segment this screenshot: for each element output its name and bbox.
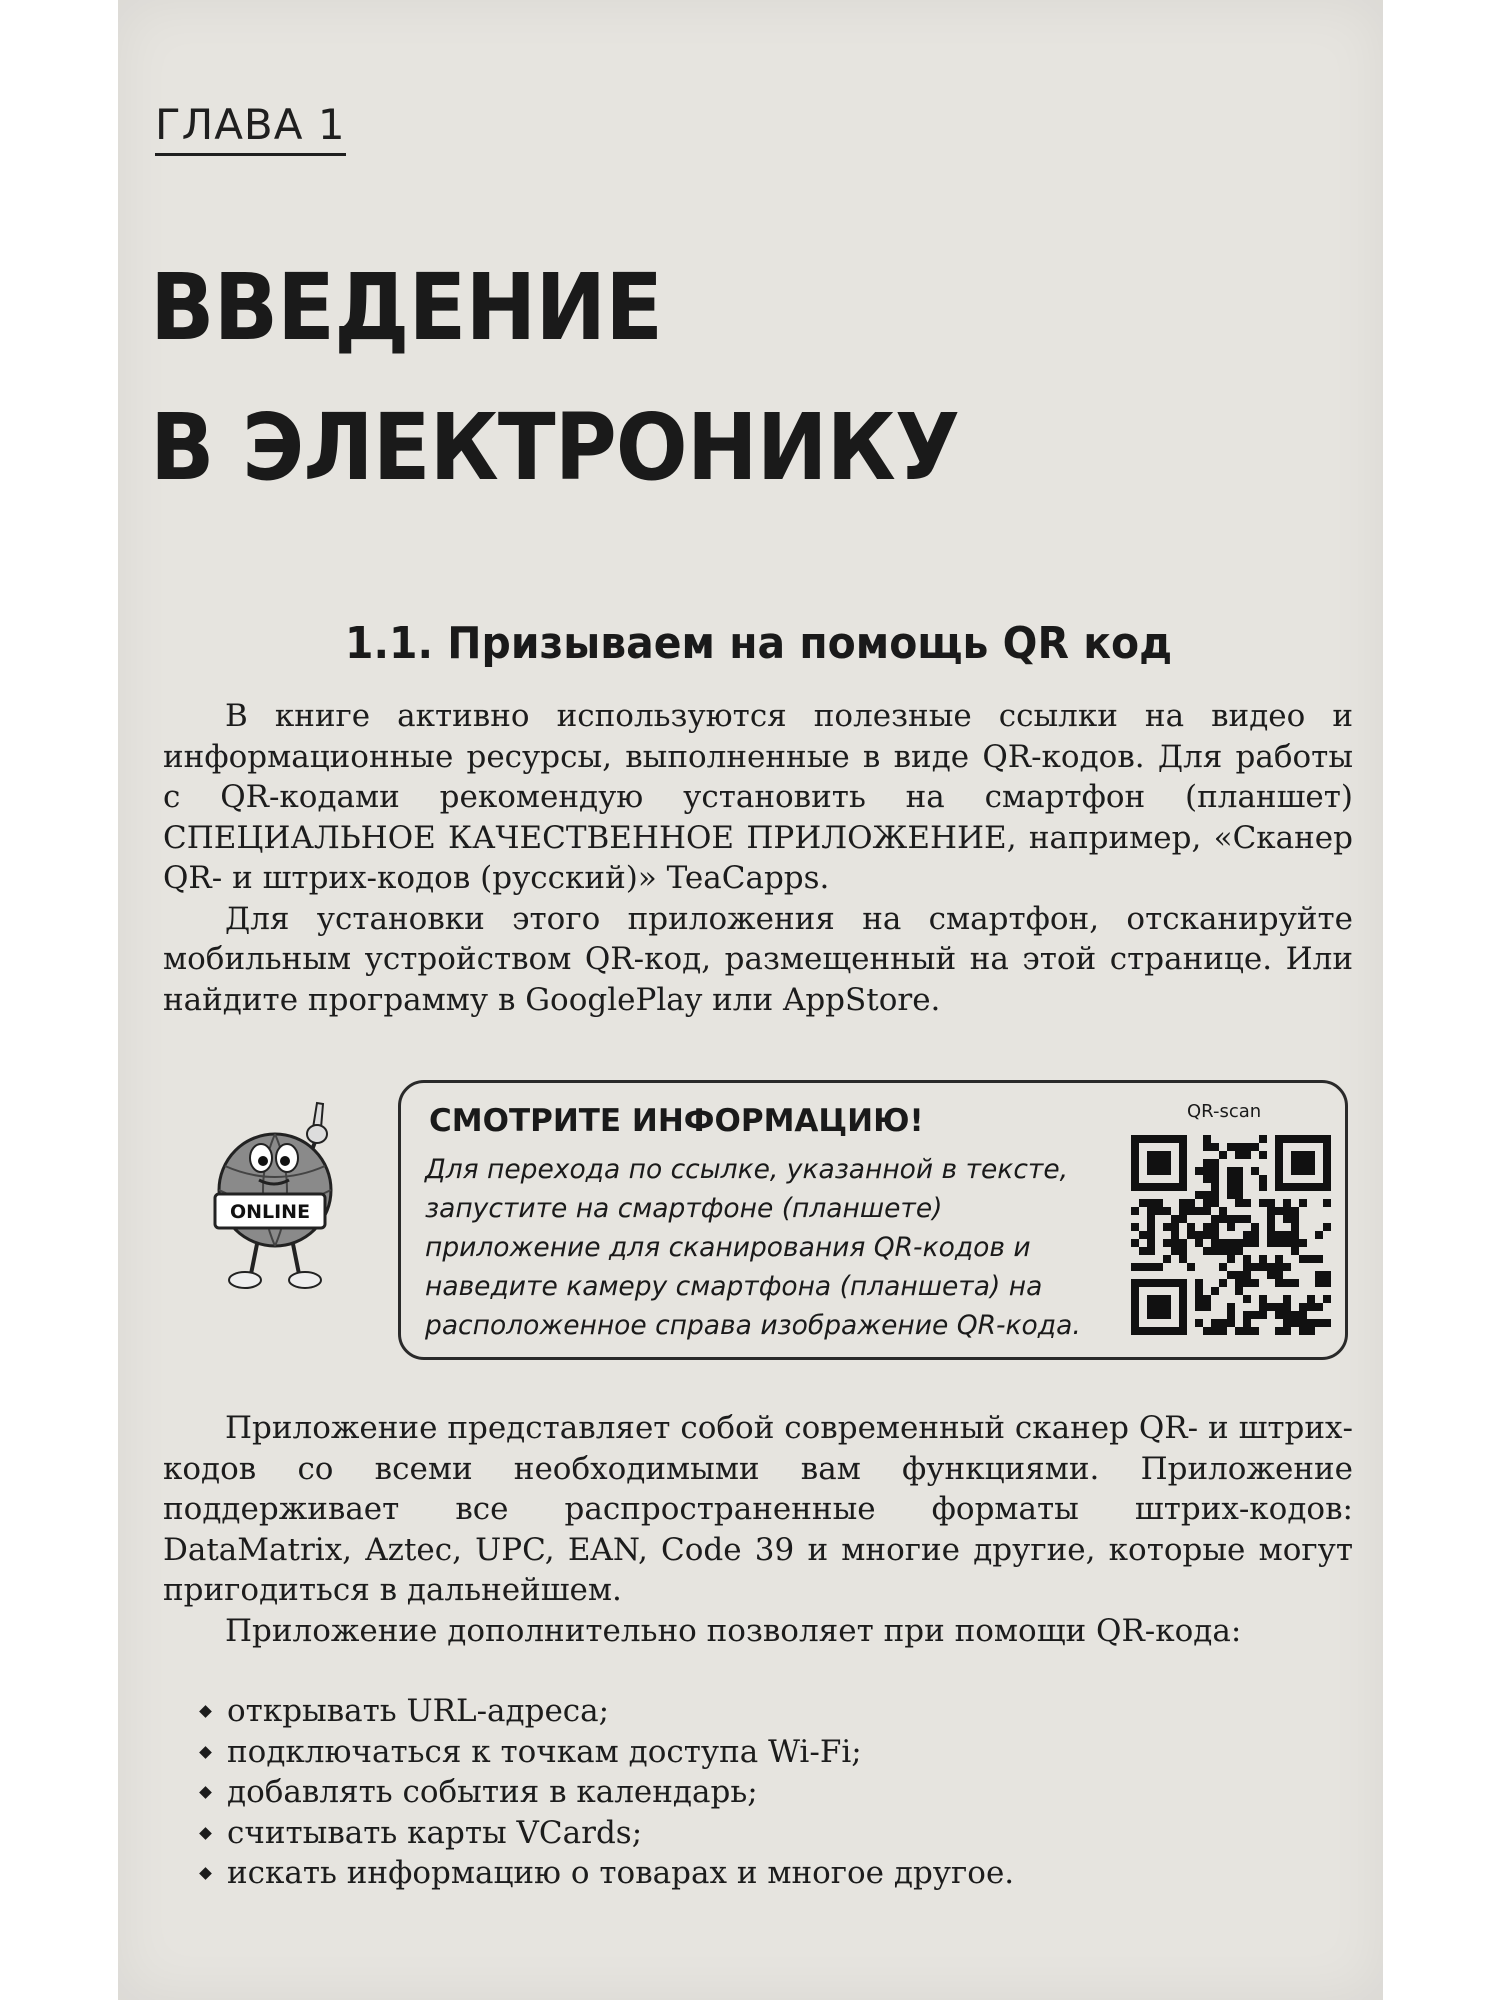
info-box [398, 1080, 1348, 1360]
chapter-title-line-1: ВВЕДЕНИЕ [150, 254, 663, 361]
chapter-title [150, 238, 959, 518]
chapter-label: ГЛАВА 1 [155, 100, 346, 156]
list-item: подключаться к точкам доступа Wi-Fi; [195, 1732, 1345, 1773]
list-item: открывать URL-адреса; [195, 1691, 1345, 1732]
list-item: искать информацию о товарах и многое другое. [195, 1853, 1345, 1894]
qr-code-icon [1131, 1135, 1331, 1335]
info-box-text: Для перехода по ссылке, указанной в тексте, запустите на смартфоне (планшете) приложение для сканирования QR-кодов и наведите камеру смартфона (планшета) на расположенное справа изображение QR-кода. [425, 1154, 1081, 1341]
list-item: считывать карты VCards; [195, 1813, 1345, 1854]
feature-list [195, 1691, 1345, 1894]
intro-paragraph-1: В книге активно используются полезные ссылки на видео и информационные ресурсы, выполненные в виде QR-кодов. Для работы с QR-кодами рекомендую установить на смартфон (планшет) СПЕЦИАЛЬНОЕ КАЧЕСТВЕННОЕ ПРИЛОЖЕНИЕ, например, «Сканер QR- и штрих-кодов (русский)» TeaCapps. [163, 698, 1353, 896]
intro-text [163, 696, 1353, 1020]
list-item: добавлять события в календарь; [195, 1772, 1345, 1813]
info-box-title: СМОТРИТЕ ИНФОРМАЦИЮ! [429, 1103, 924, 1139]
body-paragraph-2: Приложение дополнительно позволяет при помощи QR-кода: [225, 1612, 1242, 1649]
globe-mascot-icon [205, 1098, 345, 1298]
body-paragraph-1: Приложение представляет собой современный сканер QR- и штрих-кодов со всеми необходимыми вам функциями. Приложение поддерживает все распространенные форматы штрих-кодов: DataMatrix, Aztec, UPC, EAN, Code 39 и многие другие, которые могут пригодиться в дальнейшем. [163, 1410, 1353, 1608]
qr-label: QR-scan [1187, 1101, 1262, 1122]
intro-paragraph-2: Для установки этого приложения на смартфон, отсканируйте мобильным устройством QR-код, размещенный на этой странице. Или найдите программу в GooglePlay или AppStore. [163, 900, 1353, 1018]
online-sign-text: ONLINE [229, 1201, 311, 1223]
body-text [163, 1408, 1353, 1651]
chapter-title-line-2: В ЭЛЕКТРОНИКУ [150, 394, 960, 501]
section-title: 1.1. Призываем на помощь QR код [345, 618, 1173, 669]
